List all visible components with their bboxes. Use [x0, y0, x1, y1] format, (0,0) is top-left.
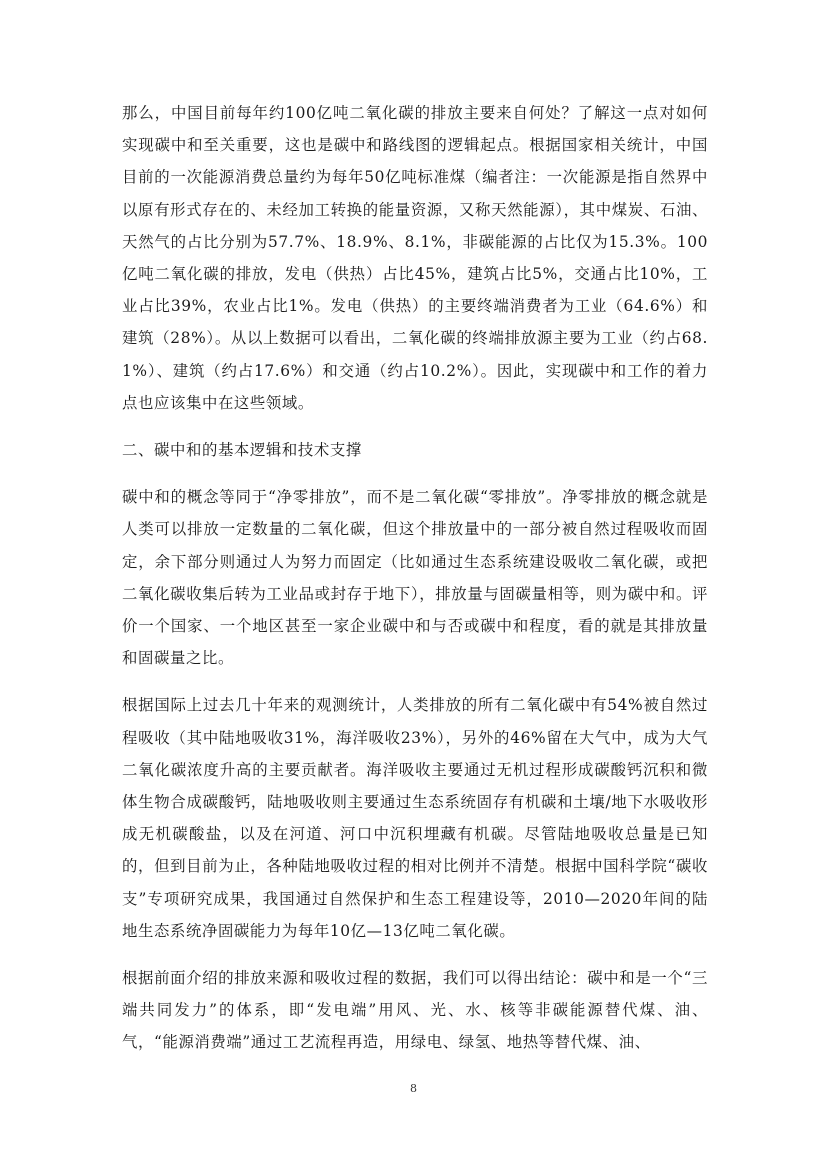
section-heading: 二、碳中和的基本逻辑和技术支撑 — [122, 441, 362, 460]
paragraph-conclusion: 根据前面介绍的排放来源和吸收过程的数据，我们可以得出结论：碳中和是一个“三端共同发力”的体系，即“发电端”用风、光、水、核等非碳能源替代煤、油、气，“能源消费端”通过工艺流程再造，用绿电、绿氢、地热等替代煤、油、 — [122, 969, 708, 1052]
paragraph-net-zero-concept: 碳中和的概念等同于“净零排放”，而不是二氧化碳“零排放”。净零排放的概念就是人类可以排放一定数量的二氧化碳，但这个排放量中的一部分被自然过程吸收而固定，余下部分则通过人为努力而固定（比如通过生态系统建设吸收二氧化碳，或把二氧化碳收集后转为工业品或封存于地下），排放量与固碳量相等，则为碳中和。评价一个国家、一个地区甚至一家企业碳中和与否或碳中和程度，看的就是其排放量和固碳量之比。 — [122, 488, 708, 668]
paragraph-emission-sources: 那么，中国目前每年约100亿吨二氧化碳的排放主要来自何处？了解这一点对如何实现碳中和至关重要，这也是碳中和路线图的逻辑起点。根据国家相关统计，中国目前的一次能源消费总量约为每年50亿吨标准煤（编者注：一次能源是指自然界中以原有形式存在的、未经加工转换的能量资源，又称天然能源），其中煤炭、石油、天然气的占比分别为57.7%、18.9%、8.1%，非碳能源的占比仅为15.3%。100亿吨二氧化碳的排放，发电（供热）占比45%，建筑占比5%，交通占比10%，工业占比39%，农业占比1%。发电（供热）的主要终端消费者为工业（64.6%）和建筑（28%）。从以上数据可以看出，二氧化碳的终端排放源主要为工业（约占68.1%）、建筑（约占17.6%）和交通（约占10.2%）。因此，实现碳中和工作的着力点也应该集中在这些领域。 — [122, 104, 708, 412]
page-number: 8 — [410, 1082, 417, 1095]
paragraph-natural-absorption: 根据国际上过去几十年来的观测统计，人类排放的所有二氧化碳中有54%被自然过程吸收（其中陆地吸收31%，海洋吸收23%），另外的46%留在大气中，成为大气二氧化碳浓度升高的主要贡献者。海洋吸收主要通过无机过程形成碳酸钙沉积和微体生物合成碳酸钙，陆地吸收则主要通过生态系统固存有机碳和土壤/地下水吸收形成无机碳酸盐，以及在河道、河口中沉积埋藏有机碳。尽管陆地吸收总量是已知的，但到目前为止，各种陆地吸收过程的相对比例并不清楚。根据中国科学院“碳收支”专项研究成果，我国通过自然保护和生态工程建设等，2010—2020年间的陆地生态系统净固碳能力为每年10亿—13亿吨二氧化碳。 — [122, 696, 708, 940]
document-body — [122, 97, 708, 1074]
